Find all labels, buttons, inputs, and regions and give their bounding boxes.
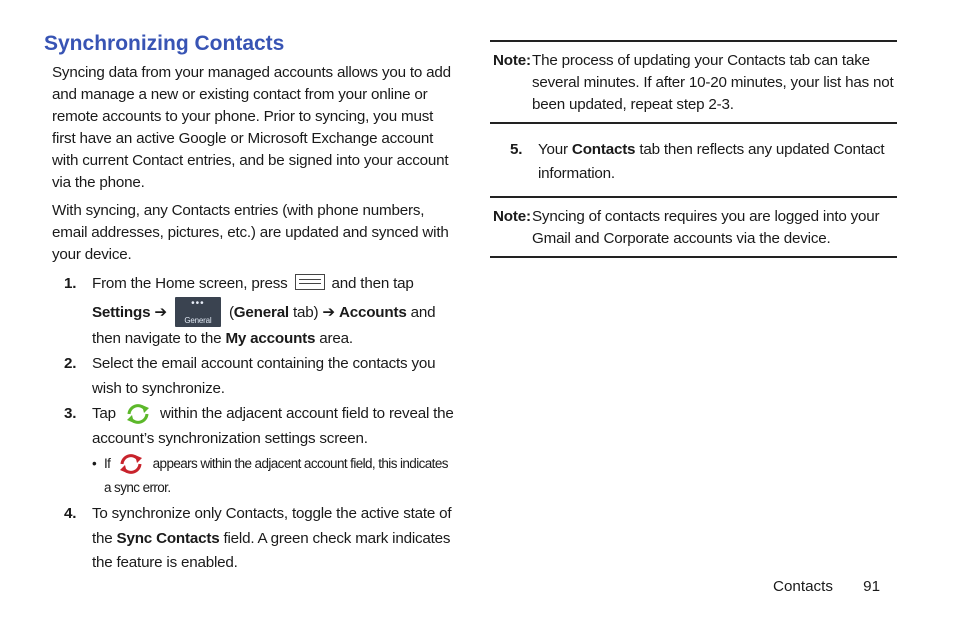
note-text: Syncing of contacts requires you are logged into your Gmail and Corporate accounts via the device. <box>532 208 880 247</box>
more-dots-icon: ••• <box>191 297 205 309</box>
divider <box>490 256 897 258</box>
step-5 <box>490 124 897 196</box>
general-icon-label: General <box>184 315 212 325</box>
general-tab-icon <box>175 297 221 327</box>
step-4 <box>44 502 454 576</box>
page-title: Synchronizing Contacts <box>44 32 285 55</box>
settings-label: Settings <box>92 303 151 321</box>
note-box <box>490 40 897 122</box>
note-box <box>490 196 897 256</box>
step-number: 1. <box>64 275 77 292</box>
step-2 <box>44 352 454 401</box>
menu-key-icon <box>295 274 325 290</box>
step-text: and then navigate to the <box>92 303 436 347</box>
step-text: tab) <box>293 303 319 321</box>
step-text: area. <box>319 329 353 347</box>
step-text: From the Home screen, press <box>92 275 288 292</box>
my-accounts-label: My accounts <box>225 329 316 347</box>
step-number: 4. <box>64 505 77 522</box>
sync-error-icon <box>117 453 145 475</box>
note-label: Note: <box>493 52 531 69</box>
step-3 <box>44 402 454 451</box>
bullet-dot: • <box>92 456 97 471</box>
step-text: Tap <box>92 405 116 422</box>
right-column <box>490 40 897 258</box>
syncing-paragraph: With syncing, any Contacts entries (with phone numbers, email addresses, pictures, etc.) are updated and synced with your device. <box>52 202 449 263</box>
arrow-icon: ➔ <box>154 303 167 321</box>
sync-icon <box>124 403 152 425</box>
step-text: and then tap <box>331 275 414 292</box>
page-number: 91 <box>863 578 881 595</box>
bullet-text: appears within the adjacent account field, this indicates a sync error. <box>104 456 448 495</box>
step-1 <box>44 272 454 351</box>
step-text: within the adjacent account field to reveal the account’s synchronization settings screen. <box>92 405 454 447</box>
step-text: tab then reflects any updated Contact information. <box>538 141 885 182</box>
accounts-label: Accounts <box>338 303 407 321</box>
step-number: 2. <box>64 355 77 372</box>
general-label: General <box>233 303 289 321</box>
paren: ( <box>228 303 234 321</box>
contacts-label: Contacts <box>571 141 636 158</box>
step-number: 3. <box>64 405 77 422</box>
left-column <box>44 32 454 577</box>
bullet-item <box>44 452 454 500</box>
page-footer <box>773 578 880 595</box>
note-text: The process of updating your Contacts tab can take several minutes. If after 10-20 minutes, your list has not been updated, repeat step 2-3. <box>532 52 894 113</box>
step-text: field. A green check mark indicates the feature is enabled. <box>92 529 451 571</box>
arrow-icon: ➔ <box>322 303 335 321</box>
footer-section: Contacts <box>773 578 833 595</box>
note-label: Note: <box>493 208 531 225</box>
step-text: Your <box>538 141 568 158</box>
sync-contacts-label: Sync Contacts <box>116 529 220 547</box>
steps-list <box>44 272 454 576</box>
step-number: 5. <box>510 141 523 158</box>
step-text: Select the email account containing the contacts you wish to synchronize. <box>92 355 436 397</box>
bullet-text: If <box>104 456 111 471</box>
step-text: To synchronize only Contacts, toggle the active state of the <box>92 505 452 547</box>
intro-paragraph: Syncing data from your managed accounts allows you to add and manage a new or existing contact from your online or remote accounts to your phone. Prior to syncing, you must first have an active Google or Microsoft Exchange account with current Contact entries, and be signed into your account via the phone. <box>52 64 451 191</box>
